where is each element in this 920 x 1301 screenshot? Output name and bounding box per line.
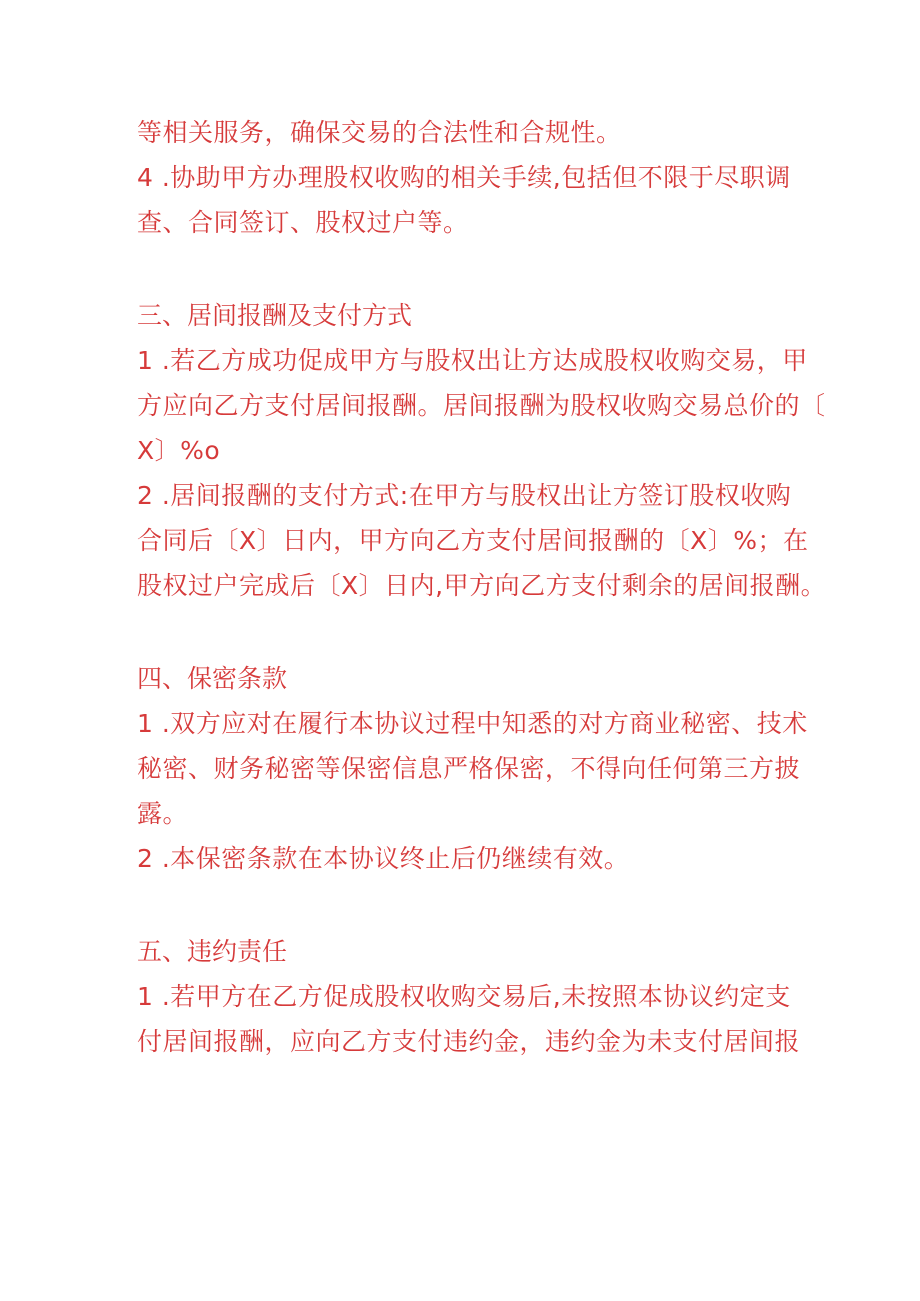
- section-gap: [137, 245, 787, 293]
- paragraph-line: 股权过户完成后〔X〕日内,甲方向乙方支付剩余的居间报酬。: [137, 571, 827, 600]
- paragraph-line: 2 .居间报酬的支付方式:在甲方与股权出让方签订股权收购: [137, 481, 792, 510]
- section-heading: 四、保密条款: [137, 664, 288, 693]
- paragraph-line: 2 .本保密条款在本协议终止后仍继续有效。: [137, 844, 630, 873]
- paragraph-line: 查、合同签订、股权过户等。: [137, 208, 469, 237]
- paragraph-line: 4 .协助甲方办理股权收购的相关手续,包括但不限于尽职调: [137, 163, 791, 192]
- paragraph-line: 秘密、财务秘密等保密信息严格保密，不得向任何第三方披: [137, 754, 801, 783]
- paragraph-line: 合同后〔X〕日内，甲方向乙方支付居间报酬的〔X〕%；在: [137, 526, 809, 555]
- section-heading: 三、居间报酬及支付方式: [137, 301, 413, 330]
- paragraph-line: 等相关服务，确保交易的合法性和合规性。: [137, 118, 622, 147]
- paragraph-line: 露。: [137, 799, 189, 828]
- paragraph-line: 1 .若甲方在乙方促成股权收购交易后,未按照本协议约定支: [137, 982, 791, 1011]
- paragraph-line: 方应向乙方支付居间报酬。居间报酬为股权收购交易总价的〔: [137, 391, 826, 420]
- section-gap: [137, 608, 787, 656]
- paragraph-line: 1 .双方应对在履行本协议过程中知悉的对方商业秘密、技术: [137, 709, 808, 738]
- section-heading: 五、违约责任: [137, 937, 288, 966]
- paragraph-line: 付居间报酬，应向乙方支付违约金，违约金为未支付居间报: [137, 1027, 801, 1056]
- document-body: [137, 110, 827, 1064]
- paragraph-line: 1 .若乙方成功促成甲方与股权出让方达成股权收购交易，甲: [137, 346, 808, 375]
- paragraph-line: X〕%o: [137, 436, 221, 465]
- section-gap: [137, 881, 787, 929]
